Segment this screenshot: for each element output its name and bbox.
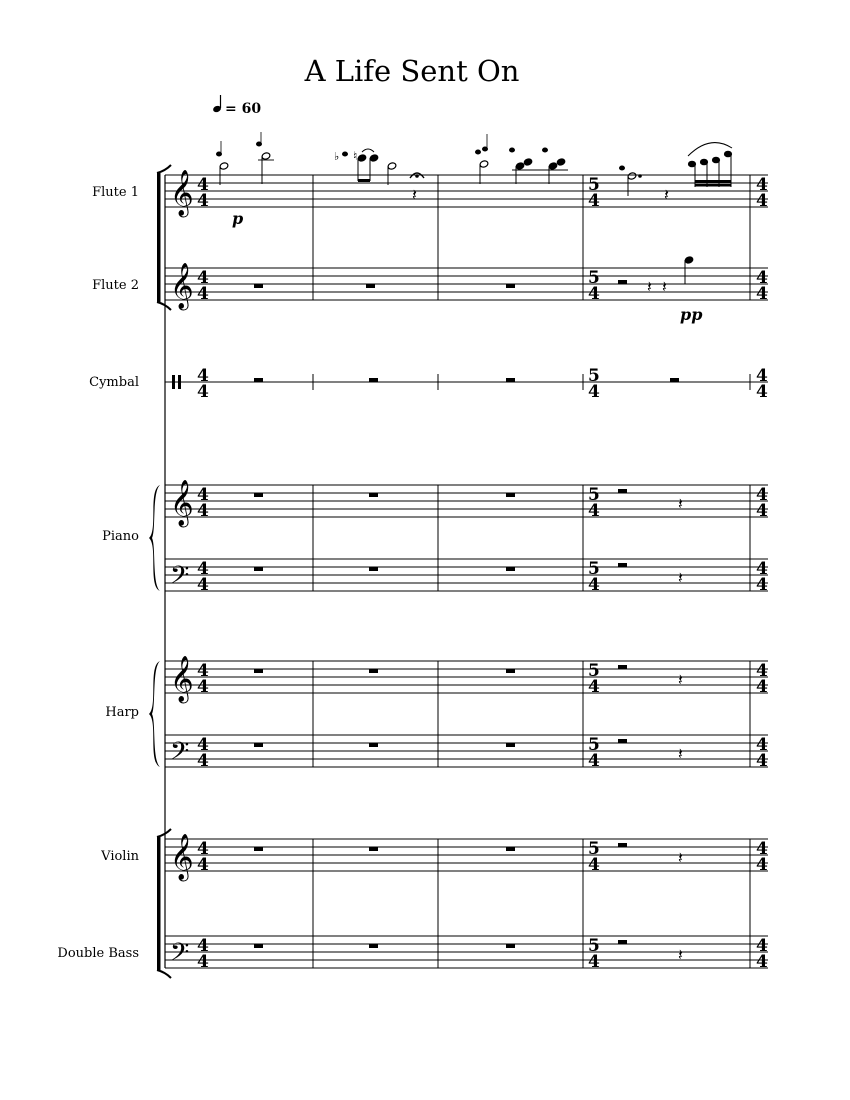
bracket-strings xyxy=(157,829,171,978)
svg-text:𝄽: 𝄽 xyxy=(678,494,683,513)
svg-text:5: 5 xyxy=(588,839,600,859)
svg-text:5: 5 xyxy=(588,175,600,195)
svg-text:𝄢: 𝄢 xyxy=(170,737,190,772)
bracket-flutes xyxy=(157,165,171,310)
svg-text:4: 4 xyxy=(197,382,209,402)
svg-text:4: 4 xyxy=(588,284,600,304)
svg-text:4: 4 xyxy=(756,382,768,402)
svg-text:4: 4 xyxy=(756,559,768,579)
svg-text:4: 4 xyxy=(756,191,768,211)
instrument-name-doublebass: Double Bass xyxy=(57,946,139,961)
svg-text:4: 4 xyxy=(588,855,600,875)
svg-text:4: 4 xyxy=(197,175,209,195)
dynamic-flute1: p xyxy=(232,209,244,228)
svg-text:4: 4 xyxy=(197,575,209,595)
svg-text:4: 4 xyxy=(756,575,768,595)
svg-text:𝄽: 𝄽 xyxy=(647,277,652,296)
svg-text:♮: ♮ xyxy=(353,149,358,163)
svg-text:4: 4 xyxy=(756,284,768,304)
svg-text:4: 4 xyxy=(756,839,768,859)
svg-text:𝄽: 𝄽 xyxy=(678,848,683,867)
svg-text:4: 4 xyxy=(197,501,209,521)
svg-text:𝄽: 𝄽 xyxy=(678,568,683,587)
svg-text:4: 4 xyxy=(756,175,768,195)
svg-text:4: 4 xyxy=(756,661,768,681)
svg-text:4: 4 xyxy=(197,559,209,579)
svg-text:𝄢: 𝄢 xyxy=(170,561,190,596)
svg-text:𝄞: 𝄞 xyxy=(170,170,194,216)
time-signature-measure4 xyxy=(588,175,600,972)
svg-text:4: 4 xyxy=(197,677,209,697)
svg-text:𝄽: 𝄽 xyxy=(662,277,667,296)
measure-barlines xyxy=(313,175,750,968)
svg-text:𝄽: 𝄽 xyxy=(678,670,683,689)
svg-text:4: 4 xyxy=(588,191,600,211)
svg-text:4: 4 xyxy=(197,751,209,771)
bass-clef-icon xyxy=(170,561,189,973)
instrument-name-violin: Violin xyxy=(101,849,139,864)
treble-clef-icon xyxy=(170,170,194,882)
svg-text:♭: ♭ xyxy=(334,150,340,163)
svg-text:4: 4 xyxy=(197,952,209,972)
svg-text:4: 4 xyxy=(756,952,768,972)
svg-text:4: 4 xyxy=(756,936,768,956)
dynamic-flute2: pp xyxy=(680,305,703,324)
svg-text:4: 4 xyxy=(197,268,209,288)
svg-text:4: 4 xyxy=(588,952,600,972)
svg-text:4: 4 xyxy=(756,366,768,386)
svg-text:4: 4 xyxy=(197,855,209,875)
svg-text:4: 4 xyxy=(756,855,768,875)
flute1-melody xyxy=(217,132,733,204)
svg-text:5: 5 xyxy=(588,366,600,386)
instrument-name-cymbal: Cymbal xyxy=(89,375,139,390)
tempo-text: = 60 xyxy=(225,101,262,117)
svg-text:4: 4 xyxy=(197,661,209,681)
brace-piano xyxy=(149,485,160,591)
svg-text:𝄽: 𝄽 xyxy=(412,185,417,204)
svg-text:𝄽: 𝄽 xyxy=(664,185,669,204)
svg-text:4: 4 xyxy=(588,677,600,697)
svg-text:𝄞: 𝄞 xyxy=(170,480,194,526)
svg-text:4: 4 xyxy=(756,268,768,288)
svg-text:4: 4 xyxy=(197,839,209,859)
svg-text:5: 5 xyxy=(588,735,600,755)
instrument-name-piano: Piano xyxy=(102,529,139,544)
svg-text:4: 4 xyxy=(588,751,600,771)
instrument-name-harp: Harp xyxy=(105,705,139,720)
score-title: A Life Sent On xyxy=(304,54,520,88)
svg-text:𝄽: 𝄽 xyxy=(678,744,683,763)
svg-text:𝄞: 𝄞 xyxy=(170,834,194,880)
svg-text:4: 4 xyxy=(197,284,209,304)
svg-text:5: 5 xyxy=(588,936,600,956)
svg-text:4: 4 xyxy=(588,501,600,521)
brace-harp xyxy=(149,661,160,767)
svg-text:5: 5 xyxy=(588,485,600,505)
svg-text:4: 4 xyxy=(756,677,768,697)
svg-text:4: 4 xyxy=(588,382,600,402)
svg-text:𝄽: 𝄽 xyxy=(678,945,683,964)
svg-text:4: 4 xyxy=(756,485,768,505)
whole-measure-rests xyxy=(254,284,679,948)
svg-text:4: 4 xyxy=(197,735,209,755)
svg-text:4: 4 xyxy=(756,751,768,771)
time-signature-end xyxy=(756,175,768,972)
instrument-name-flute1: Flute 1 xyxy=(92,185,139,200)
instrument-name-flute2: Flute 2 xyxy=(92,278,139,293)
svg-text:4: 4 xyxy=(756,735,768,755)
svg-text:5: 5 xyxy=(588,268,600,288)
svg-text:4: 4 xyxy=(197,485,209,505)
svg-text:4: 4 xyxy=(756,501,768,521)
time-signature-initial xyxy=(197,175,209,972)
svg-text:4: 4 xyxy=(197,191,209,211)
svg-text:5: 5 xyxy=(588,559,600,579)
svg-text:𝄞: 𝄞 xyxy=(170,656,194,702)
svg-text:𝄞: 𝄞 xyxy=(170,263,194,309)
flute2-note xyxy=(681,256,697,284)
svg-text:4: 4 xyxy=(588,575,600,595)
svg-text:4: 4 xyxy=(197,366,209,386)
svg-text:𝄢: 𝄢 xyxy=(170,938,190,973)
svg-text:5: 5 xyxy=(588,661,600,681)
svg-text:4: 4 xyxy=(197,936,209,956)
tempo-marking xyxy=(212,95,261,117)
